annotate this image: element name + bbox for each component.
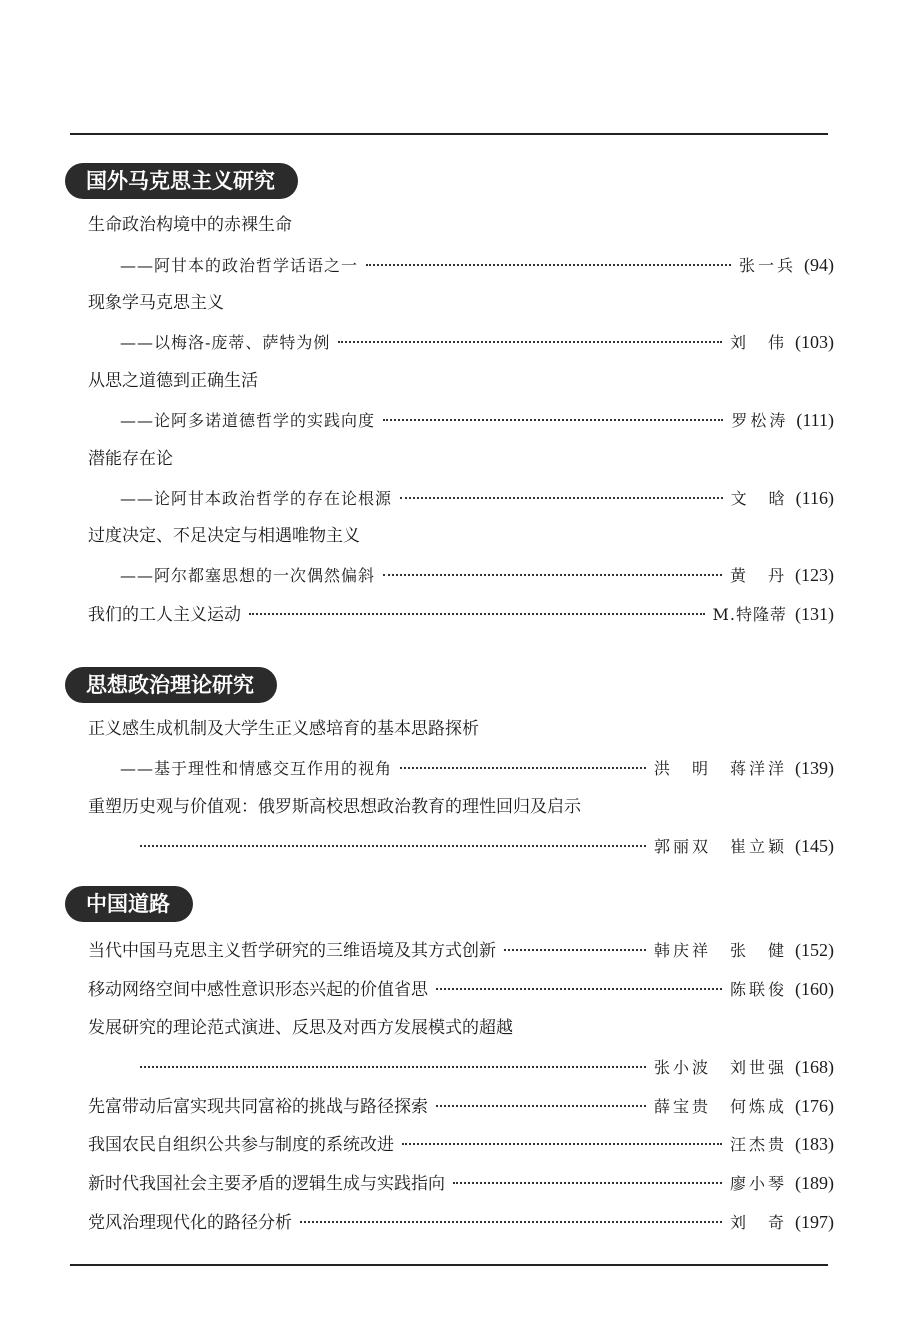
toc-entry-page: (131) — [795, 604, 834, 624]
toc-entry-page: (183) — [795, 1134, 834, 1154]
toc-entry-title: 正义感生成机制及大学生正义感培育的基本思路探析 — [88, 719, 479, 739]
toc-entry-page: (111) — [796, 410, 834, 430]
toc-entry-author: 刘 伟 — [729, 333, 787, 352]
toc-entry-page: (197) — [795, 1212, 834, 1232]
toc-entry-title: 新时代我国社会主要矛盾的逻辑生成与实践指向 — [88, 1174, 445, 1194]
toc-entry-page: (176) — [795, 1096, 834, 1116]
toc-entry-subtitle: ——以梅洛-庞蒂、萨特为例 — [120, 333, 331, 352]
toc-entry-author: 黄 丹 — [729, 566, 787, 585]
toc-entry[interactable] — [120, 406, 834, 434]
leader-dots — [436, 1105, 646, 1107]
toc-entry-page: (189) — [795, 1173, 834, 1193]
leader-dots — [140, 845, 646, 847]
toc-entry-title: 先富带动后富实现共同富裕的挑战与路径探索 — [88, 1097, 428, 1117]
toc-entry-title: 发展研究的理论范式演进、反思及对西方发展模式的超越 — [88, 1018, 513, 1038]
toc-entry[interactable] — [88, 975, 834, 1003]
toc-entry-author: 罗松涛 — [731, 411, 789, 430]
toc-entry-subtitle: ——阿尔都塞思想的一次偶然偏斜 — [120, 566, 376, 585]
section-header-foreign-marxism: 国外马克思主义研究 — [66, 164, 297, 198]
toc-entry-page: (152) — [795, 940, 834, 960]
leader-dots — [140, 1066, 646, 1068]
top-rule — [70, 133, 828, 135]
toc-entry-title: 从思之道德到正确生活 — [88, 371, 258, 391]
toc-entry-author: 薛宝贵 何炼成 — [653, 1097, 787, 1116]
toc-entry-subtitle: ——论阿甘本政治哲学的存在论根源 — [120, 489, 393, 508]
toc-entry-title: 生命政治构境中的赤裸生命 — [88, 215, 292, 235]
toc-entry[interactable] — [140, 1053, 834, 1081]
toc-entry-author: M.特隆蒂 — [712, 605, 787, 624]
leader-dots — [402, 1143, 722, 1145]
toc-entry-title: 当代中国马克思主义哲学研究的三维语境及其方式创新 — [88, 941, 496, 961]
leader-dots — [400, 497, 723, 499]
toc-entry[interactable] — [88, 1169, 834, 1197]
toc-entry[interactable] — [88, 600, 834, 628]
toc-entry-author: 郭丽双 崔立颖 — [653, 837, 787, 856]
leader-dots — [504, 949, 646, 951]
toc-entry-title: 重塑历史观与价值观：俄罗斯高校思想政治教育的理性回归及启示 — [88, 797, 581, 817]
toc-entry[interactable] — [88, 1092, 834, 1120]
toc-entry-page: (168) — [795, 1057, 834, 1077]
toc-entry-title: 潜能存在论 — [88, 449, 173, 469]
toc-entry[interactable] — [88, 936, 834, 964]
toc-entry[interactable] — [120, 251, 834, 279]
toc-entry-page: (145) — [795, 836, 834, 856]
toc-entry-title: 过度决定、不足决定与相遇唯物主义 — [88, 526, 360, 546]
toc-entry-title: 我国农民自组织公共参与制度的系统改进 — [88, 1135, 394, 1155]
toc-entry-author: 韩庆祥 张 健 — [653, 941, 787, 960]
toc-entry-page: (123) — [795, 565, 834, 585]
section-header-political-theory: 思想政治理论研究 — [66, 668, 276, 702]
toc-entry[interactable] — [88, 1208, 834, 1236]
toc-entry-author: 张一兵 — [738, 256, 796, 275]
toc-entry-title: 现象学马克思主义 — [88, 293, 224, 313]
leader-dots — [338, 341, 722, 343]
section-header-china-road: 中国道路 — [66, 887, 192, 921]
toc-entry-title: 我们的工人主义运动 — [88, 605, 241, 625]
toc-entry-author: 洪 明 蒋洋洋 — [653, 759, 787, 778]
leader-dots — [366, 264, 731, 266]
leader-dots — [249, 613, 705, 615]
toc-entry[interactable] — [120, 561, 834, 589]
toc-entry-subtitle: ——论阿多诺道德哲学的实践向度 — [120, 411, 376, 430]
toc-entry[interactable] — [88, 1130, 834, 1158]
leader-dots — [383, 574, 722, 576]
leader-dots — [400, 767, 646, 769]
leader-dots — [453, 1182, 722, 1184]
toc-entry-author: 张小波 刘世强 — [653, 1058, 787, 1077]
toc-entry-page: (94) — [804, 255, 834, 275]
toc-entry-author: 廖小琴 — [729, 1174, 787, 1193]
toc-entry-subtitle: ——基于理性和情感交互作用的视角 — [120, 759, 393, 778]
toc-entry-page: (139) — [795, 758, 834, 778]
bottom-rule — [70, 1264, 828, 1266]
toc-entry[interactable] — [140, 832, 834, 860]
toc-entry-author: 汪杰贵 — [729, 1135, 787, 1154]
toc-entry[interactable] — [120, 484, 834, 512]
toc-entry[interactable] — [120, 328, 834, 356]
leader-dots — [383, 419, 723, 421]
toc-entry-page: (103) — [795, 332, 834, 352]
toc-entry[interactable] — [120, 754, 834, 782]
toc-entry-author: 刘 奇 — [729, 1213, 787, 1232]
toc-entry-title: 移动网络空间中感性意识形态兴起的价值省思 — [88, 980, 428, 1000]
toc-entry-author: 文 晗 — [730, 489, 788, 508]
toc-entry-page: (116) — [795, 488, 834, 508]
toc-entry-subtitle: ——阿甘本的政治哲学话语之一 — [120, 256, 359, 275]
toc-entry-page: (160) — [795, 979, 834, 999]
leader-dots — [300, 1221, 722, 1223]
toc-entry-author: 陈联俊 — [729, 980, 787, 999]
toc-entry-title: 党风治理现代化的路径分析 — [88, 1213, 292, 1233]
leader-dots — [436, 988, 722, 990]
